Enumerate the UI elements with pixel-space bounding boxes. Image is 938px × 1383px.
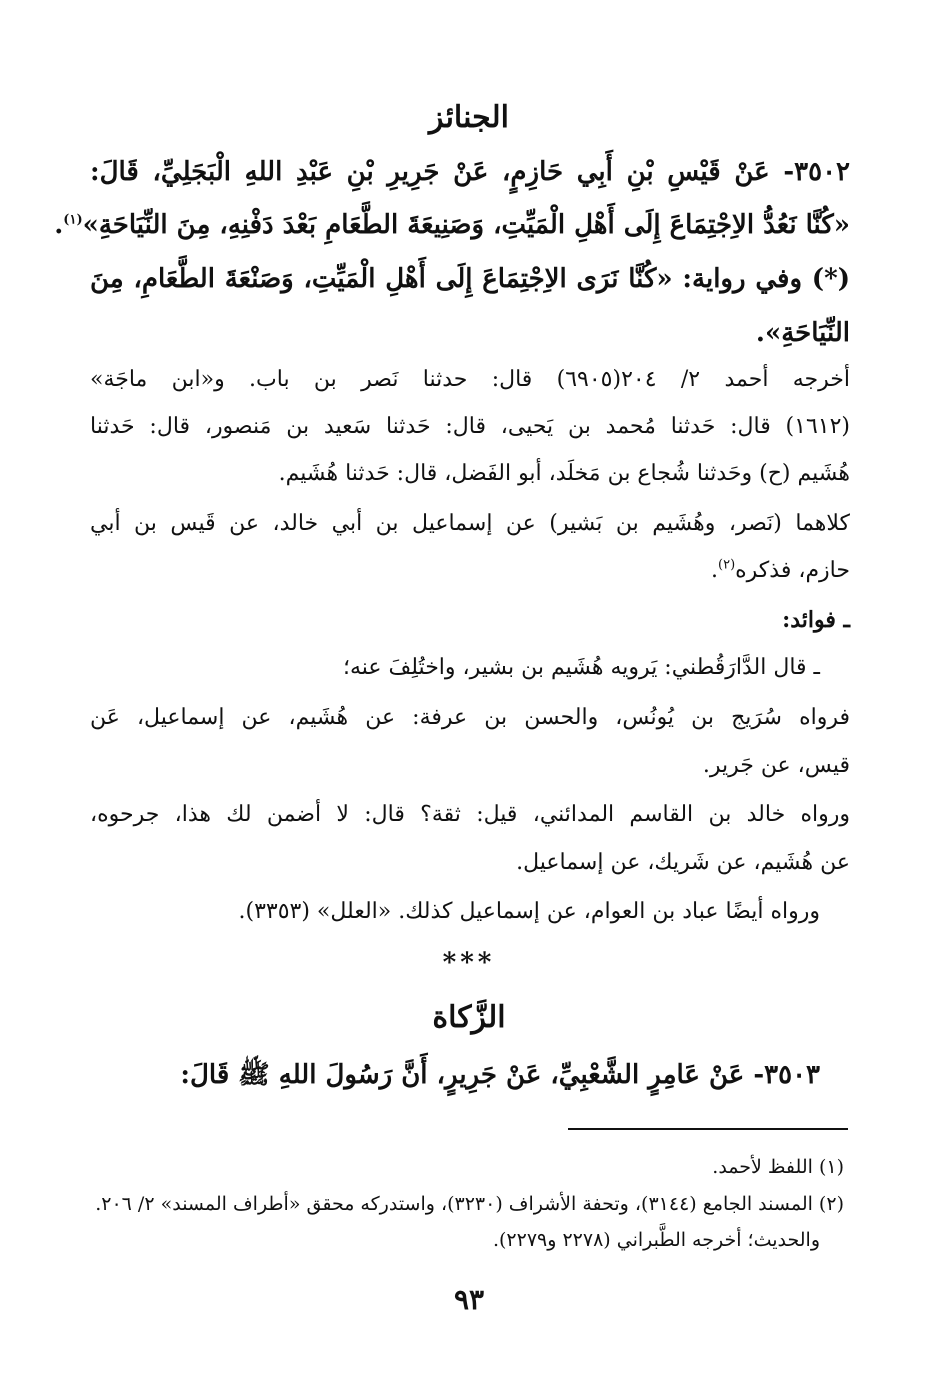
riwaya-line-1: (*) وفي رواية: «كُنَّا نَرَى الاِجْتِمَاعَ إِلَى أَهْلِ الْمَيِّتِ، وَصَنْعَةَ الطَّعَامِ، مِنَ — [90, 264, 850, 294]
takhrij-line-5 — [90, 557, 850, 586]
chapter-heading-janaiz: الجنائز — [429, 100, 509, 135]
hadith-3502-line-2 — [54, 210, 850, 241]
fawaid-line-2: فرواه سُرَيج بن يُونُس، والحسن بن عرفة: عن هُشَيم، عن إسماعيل، عَن — [90, 705, 850, 730]
page-number: ٩٣ — [453, 1283, 485, 1316]
footnote-1: (١) اللفظ لأحمد. — [712, 1156, 844, 1178]
footnote-ref-2[interactable]: (٢) — [718, 557, 736, 573]
fawaid-line-6: ورواه أيضًا عباد بن العوام، عن إسماعيل كذلك. «العلل» (٣٣٥٣). — [238, 899, 820, 924]
takhrij-line-4: كلاهما (نَصر، وهُشَيم بن بَشير) عن إسماعيل بن أبي خالد، عن قَيس بن أبي — [90, 511, 850, 536]
footnote-2-line-1: (٢) المسند الجامع (٣١٤٤)، وتحفة الأشراف (٣٢٣٠)، واستدركه محقق «أطراف المسند» ٢/ ٢٠٦. — [95, 1193, 844, 1215]
fawaid-line-5: عن هُشَيم، عن شَريك، عن إسماعيل. — [516, 850, 850, 875]
hadith-3502-line-1: ٣٥٠٢- عَنْ قَيْسِ بْنِ أَبِي حَازِمٍ، عَنْ جَرِيرِ بْنِ عَبْدِ اللهِ الْبَجَلِيِّ، قَالَ: — [90, 157, 850, 187]
takhrij-line-5-text: حازم، فذكره — [735, 558, 850, 583]
takhrij-line-1: أخرجه أحمد ٢/ ٢٠٤(٦٩٠٥) قال: حدثنا نَصر بن باب. و«ابن ماجَة» — [90, 367, 850, 392]
fawaid-line-4: ورواه خالد بن القاسم المدائني، قيل: ثقة؟ قال: لا أضمن لك هذا، جرحوه، — [90, 802, 850, 827]
footnote-ref-1[interactable]: (١) — [63, 212, 83, 228]
fawaid-line-1: ـ قال الدَّارَقُطني: يَرويه هُشَيم بن بشير، واختُلِفَ عنه؛ — [342, 655, 820, 680]
fawaid-heading: ـ فوائد: — [782, 607, 850, 633]
riwaya-line-2: النِّيَاحَةِ». — [755, 318, 850, 348]
section-separator: *** — [442, 948, 496, 978]
footnote-divider — [568, 1128, 848, 1130]
hadith-3502-line-2-end: . — [54, 210, 64, 240]
hadith-3503-line-1: ٣٥٠٣- عَنْ عَامِرٍ الشَّعْبِيِّ، عَنْ جَرِيرٍ، أَنَّ رَسُولَ اللهِ ﷺ قَالَ: — [180, 1060, 820, 1090]
hadith-3502-text: «كُنَّا نَعُدُّ الاِجْتِمَاعَ إِلَى أَهْلِ الْمَيِّتِ، وَصَنِيعَةَ الطَّعَامِ بَعْدَ دَفْنِهِ، مِنَ النِّيَاحَةِ» — [82, 210, 850, 240]
footnote-2-line-2: والحديث؛ أخرجه الطَّبراني (٢٢٧٨ و٢٢٧٩). — [492, 1229, 820, 1251]
takhrij-line-2: (١٦١٢) قال: حَدثنا مُحمد بن يَحيى، قال: حَدثنا سَعيد بن مَنصور، قال: حَدثنا — [90, 414, 850, 439]
takhrij-line-3: هُشَيم (ح) وحَدثنا شُجاع بن مَخلَد، أبو الفَضل، قال: حَدثنا هُشَيم. — [278, 461, 850, 486]
fawaid-line-3: قيس، عن جَرير. — [702, 753, 850, 778]
takhrij-line-5-end: . — [711, 558, 718, 583]
chapter-heading-zakat: الزَّكاة — [432, 1000, 506, 1035]
